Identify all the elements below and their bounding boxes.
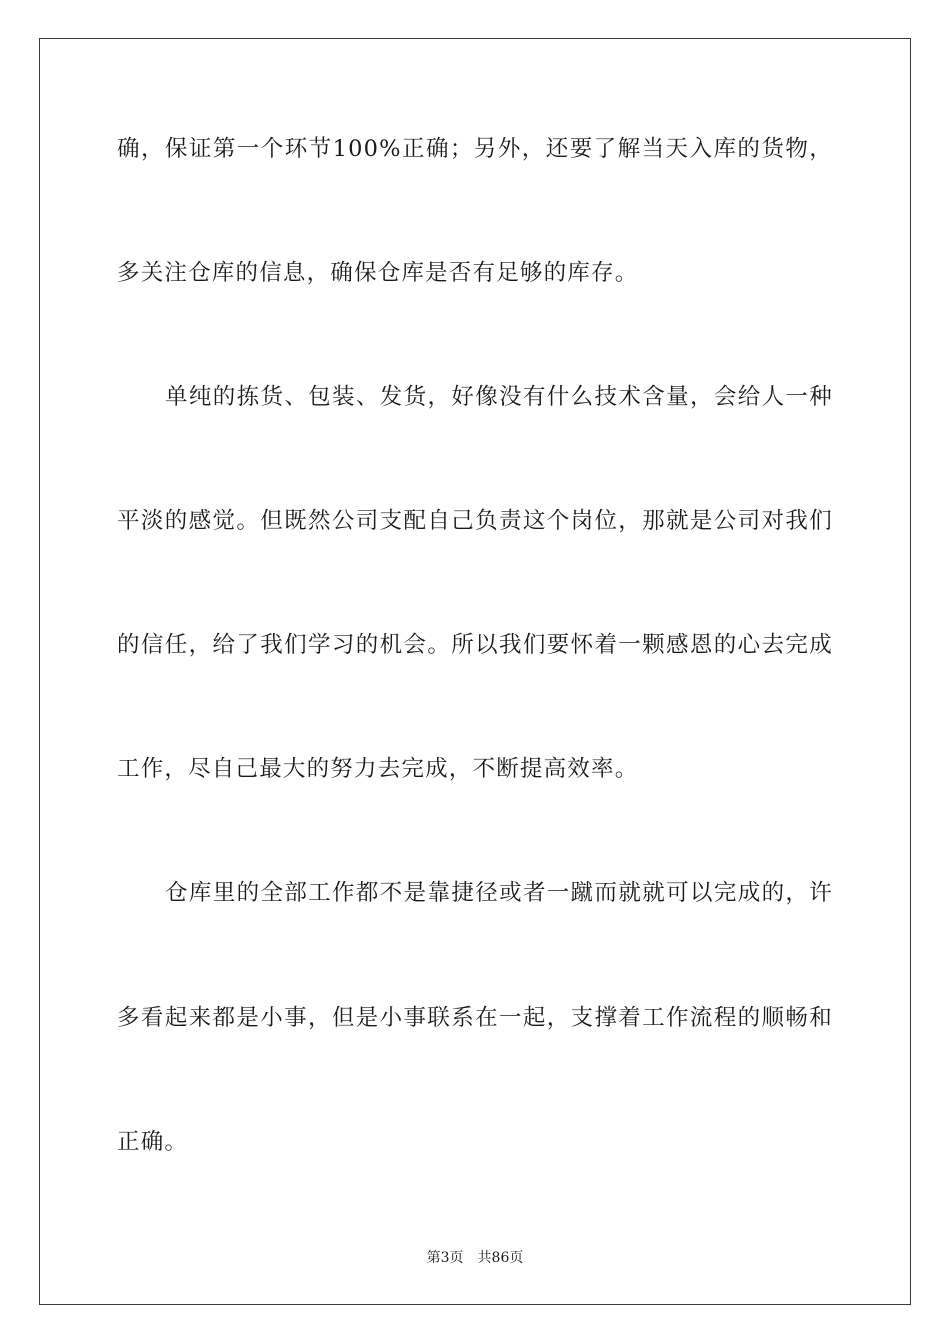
paragraph-line: 单纯的拣货、包装、发货，好像没有什么技术含量，会给人一种 — [165, 384, 833, 410]
paragraph-line: 的信任，给了我们学习的机会。所以我们要怀着一颗感恩的心去完成 — [117, 632, 833, 658]
paragraph-line: 多看起来都是小事，但是小事联系在一起，支撑着工作流程的顺畅和 — [117, 1005, 833, 1031]
paragraph-line: 确，保证第一个环节100%正确；另外，还要了解当天入库的货物， — [117, 136, 833, 162]
paragraph-line: 工作，尽自己最大的努力去完成，不断提高效率。 — [117, 756, 639, 782]
paragraph-line: 仓库里的全部工作都不是靠捷径或者一蹴而就就可以完成的，许 — [165, 880, 833, 906]
paragraph-line: 正确。 — [117, 1129, 189, 1155]
page-footer — [0, 1248, 950, 1268]
page-border — [39, 38, 911, 1305]
paragraph-line: 多关注仓库的信息，确保仓库是否有足够的库存。 — [117, 260, 639, 286]
total-pages: 共86页 — [477, 1250, 524, 1266]
paragraph-line: 平淡的感觉。但既然公司支配自己负责这个岗位，那就是公司对我们 — [117, 508, 833, 534]
page-number: 第3页 — [426, 1250, 464, 1266]
